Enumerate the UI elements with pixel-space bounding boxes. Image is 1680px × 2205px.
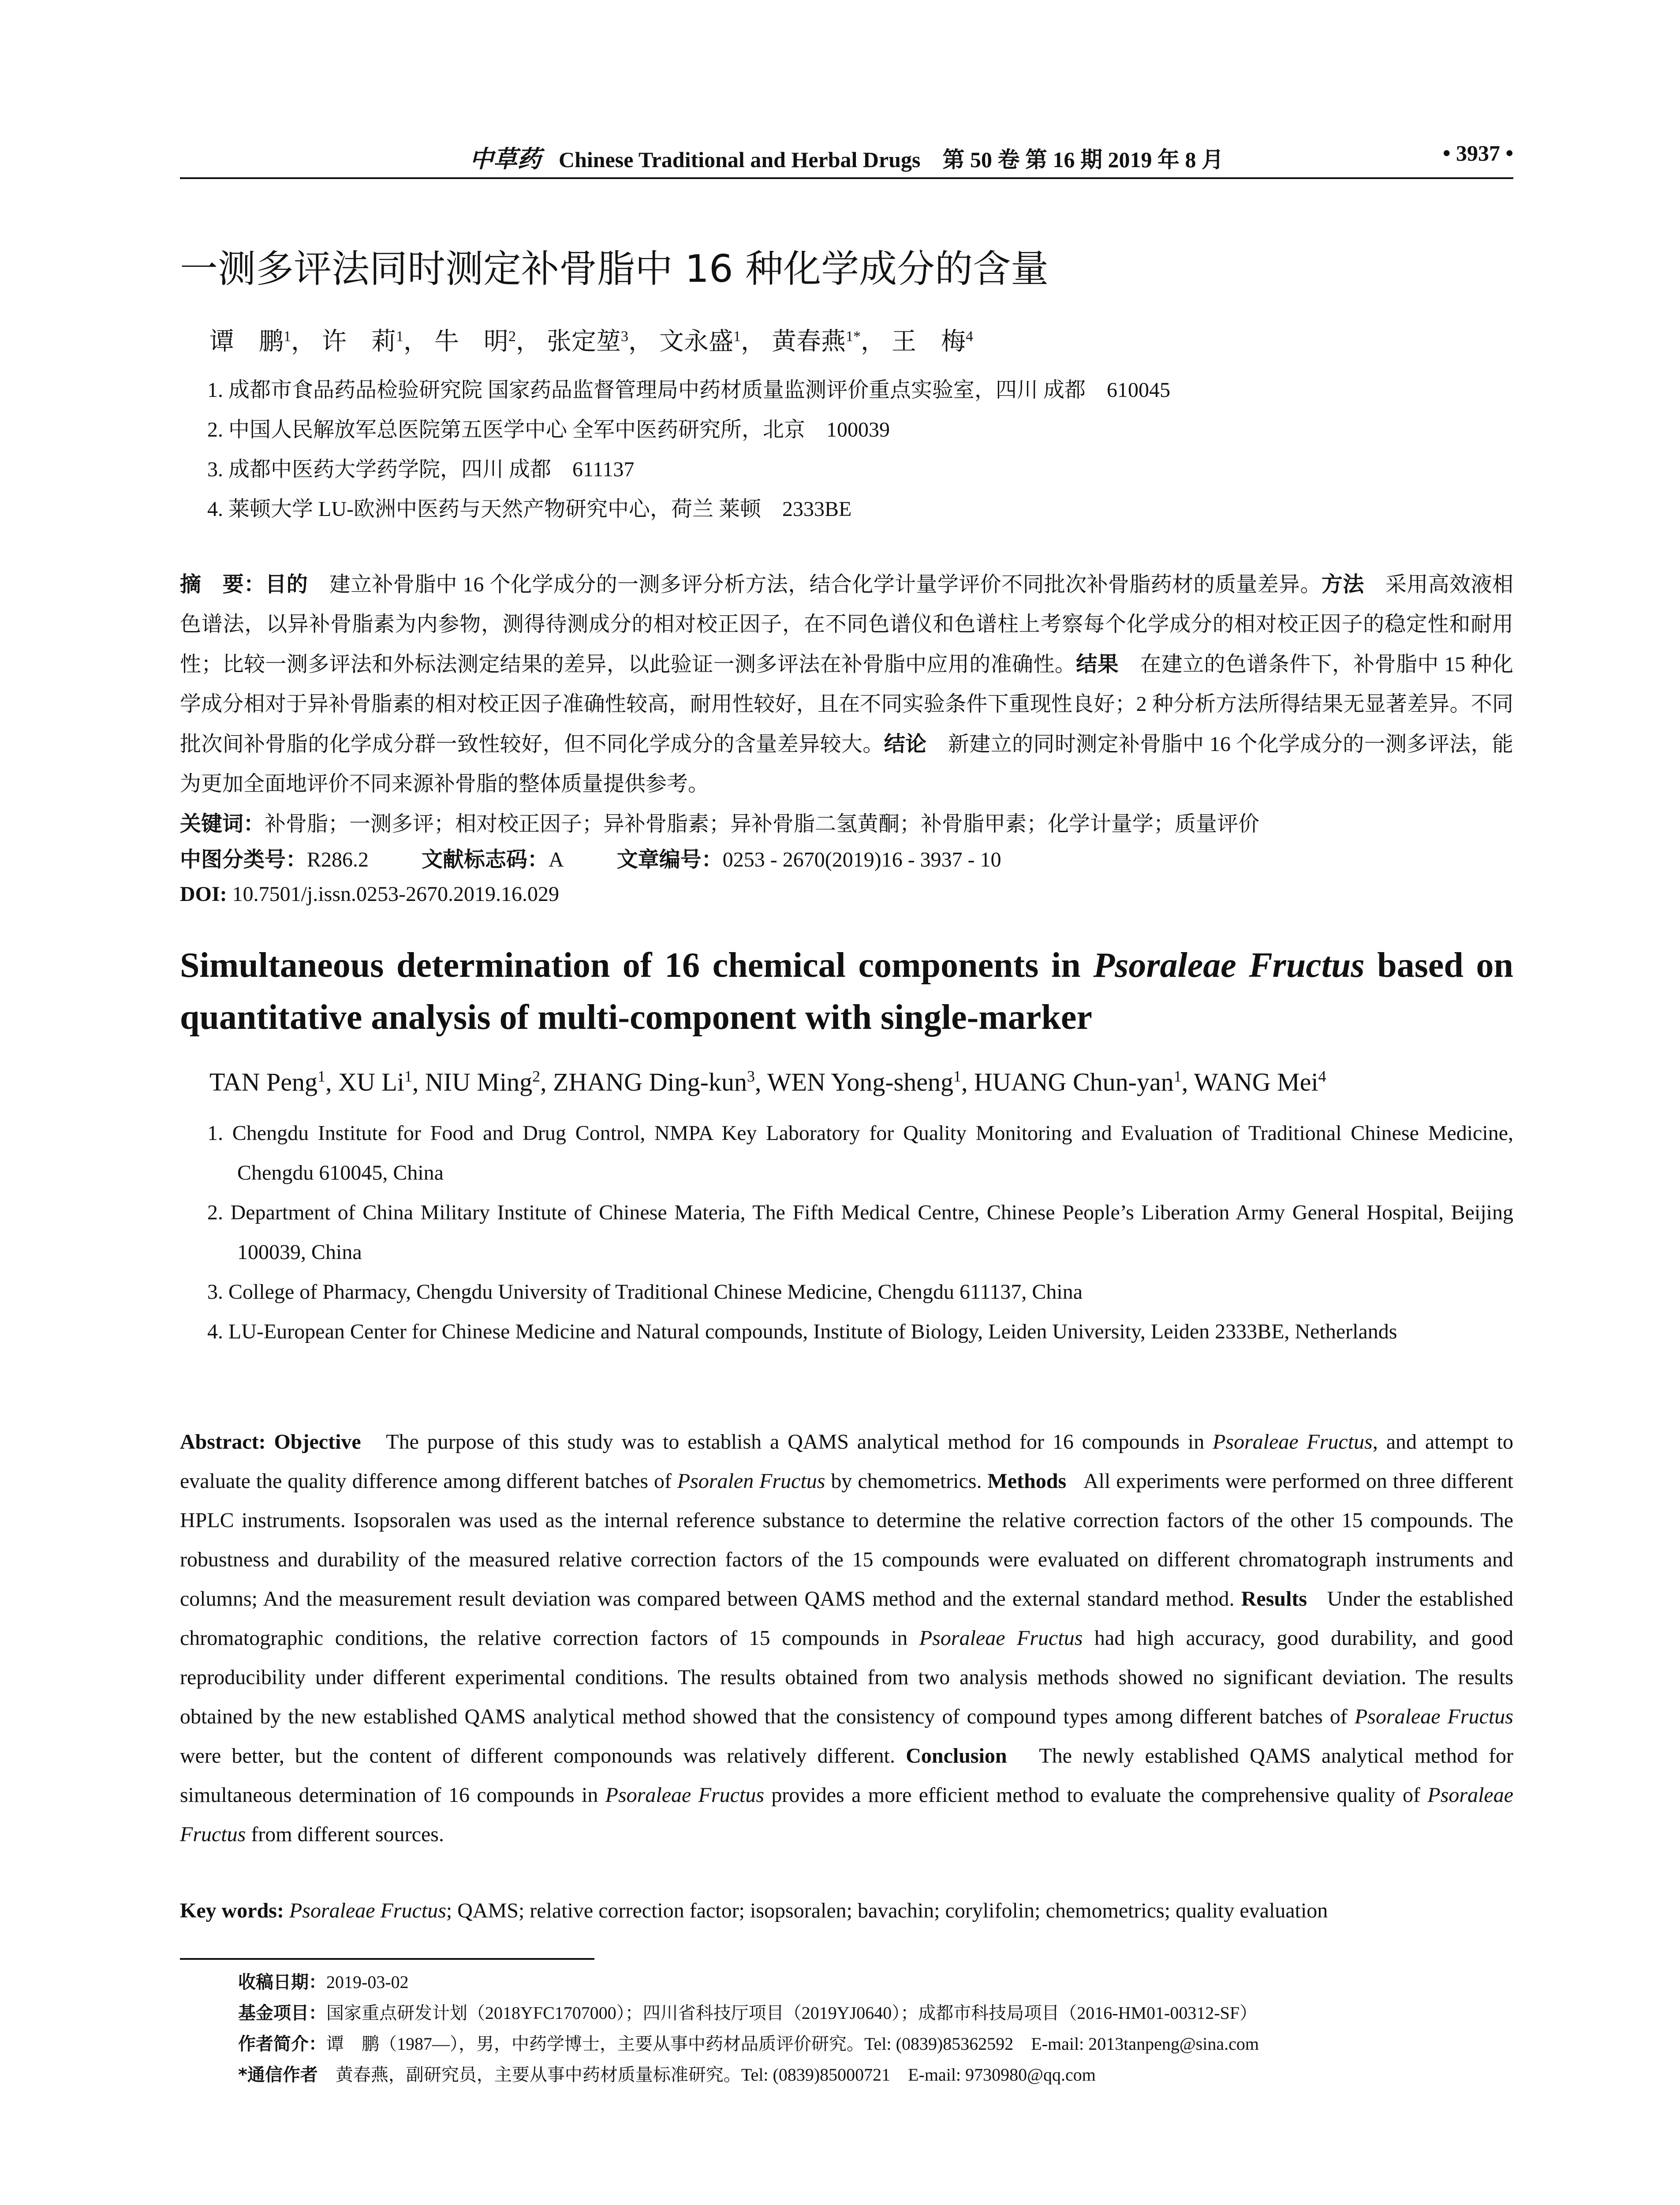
author-cn: 黄春燕$^{1*}$ xyxy=(772,328,861,355)
methods-label-en: Methods xyxy=(987,1469,1067,1493)
author-en: WEN Yong-sheng$^1$ xyxy=(767,1068,962,1097)
doi-label: DOI: xyxy=(180,882,227,906)
authors-cn: 谭 鹏$^1$， 许 莉$^1$， 牛 明$^2$， 张定堃$^3$， 文永盛$^1$， 黄春燕$^{1*}$， 王 梅$^4$ xyxy=(209,328,973,355)
affiliation-cn: 2. 中国人民解放军总医院第五医学中心 全军中医药研究所，北京 100039 xyxy=(207,418,890,441)
title-en: Simultaneous determination of 16 chemical components in Psoraleae Fructus based on quantitative analysis of multi-component with single-marker xyxy=(180,946,1514,1037)
author-en: HUANG Chun-yan$^1$ xyxy=(974,1068,1182,1097)
author-cn: 许 莉$^1$ xyxy=(322,328,403,355)
author-cn: 王 梅$^4$ xyxy=(892,328,973,355)
author-en: ZHANG Ding-kun$^3$ xyxy=(553,1068,755,1097)
author-en: WANG Mei$^4$ xyxy=(1194,1068,1326,1097)
header-rule xyxy=(180,177,1513,179)
footnote-received: 收稿日期：2019-03-02 xyxy=(238,1972,409,1992)
objective-cn: 建立补骨脂中 16 个化学成分的一测多评分析方法，结合化学计量学评价不同批次补骨脂药材的质量差异。 xyxy=(329,573,1322,596)
footnote-author-bio: 作者简介：谭 鹏（1987—），男，中药学博士，主要从事中药材品质评价研究。Tel: (0839)85362592 E-mail: 2013tanpeng@sina.com xyxy=(238,2034,1259,2054)
author-cn: 牛 明$^2$ xyxy=(434,328,516,355)
authors-en: TAN Peng$^1$, XU Li$^1$, NIU Ming$^2$, ZHANG Ding-kun$^3$, WEN Yong-sheng$^1$, HUANG Chun-yan$^1$, WANG Mei$^4$ xyxy=(209,1068,1326,1097)
results-cn: 在建立的色谱条件下，补骨脂中 15 种化学成分相对于异补骨脂素的相对校正因子准确性较高，耐用性较好，且在不同实验条件下重现性良好；2 种分析方法所得结果无显著差异。不同批次间补骨脂的化学成分群一致性较好，但不同化学成分的含量差异较大。 xyxy=(180,653,1513,756)
abstract-en: Abstract: Objective The purpose of this study was to establish a QAMS analytical method for 16 compounds in Psoraleae Fructus, and attempt to evaluate the quality difference among different batches of Psoralen Fructus by chemometrics. Methods All experiments were performed on three different HPLC instruments. Isopsoralen was used as the internal reference substance to determine the relative correction factors of the other 15 compounds. The robustness and durability of the measured relative correction factors of the 15 compounds were evaluated on different chromatograph instruments and columns; And the measurement result deviation was compared between QAMS method and the external standard method. Results Under the established chromatographic conditions, the relative correction factors of 15 compounds in Psoraleae Fructus had high accuracy, good durability, and good reproducibility under different experimental conditions. The results obtained from two analysis methods showed no significant deviation. The results obtained by the new established QAMS analytical method showed that the consistency of compound types among different batches of Psoraleae Fructus were better, but the content of different componounds was relatively different. Conclusion The newly established QAMS analytical method for simultaneous determination of 16 compounds in Psoraleae Fructus provides a more efficient method to evaluate the comprehensive quality of Psoraleae Fructus from different sources. xyxy=(180,1430,1514,1846)
affiliations-en xyxy=(207,1114,1513,1352)
affiliation-cn: 1. 成都市食品药品检验研究院 国家药品监督管理局中药材质量监测评价重点实验室，四川 成都 610045 xyxy=(207,378,1171,402)
author-cn: 谭 鹏$^1$ xyxy=(209,328,291,355)
keywords-en-label: Key words: xyxy=(180,1899,284,1922)
affiliation-en: 2. Department of China Military Institute of Chinese Materia, The Fifth Medical Centre, Chinese People’s Liberation Army General Hospital, Beijing 100039, China xyxy=(207,1201,1513,1264)
results-label-en: Results xyxy=(1241,1587,1307,1611)
affiliation-en: 4. LU-European Center for Chinese Medicine and Natural compounds, Institute of Biology, Leiden University, Leiden 2333BE, Netherlands xyxy=(207,1320,1397,1343)
author-en: XU Li$^1$ xyxy=(338,1068,412,1097)
affiliations-cn xyxy=(207,370,1170,529)
abstract-cn xyxy=(180,564,1513,844)
title-cn: 一测多评法同时测定补骨脂中 16 种化学成分的含量 xyxy=(180,247,1049,291)
author-en: TAN Peng$^1$ xyxy=(209,1068,326,1097)
article-number-value: 0253 - 2670(2019)16 - 3937 - 10 xyxy=(722,848,1001,871)
methods-en: All experiments were performed on three different HPLC instruments. Isopsoralen was used as the internal reference substance to determine the relative correction factors of the other 15 compounds. The robustness and durability of the measured relative correction factors of the 15 compounds were evaluated on different chromatograph instruments and columns; And the measurement result deviation was compared between QAMS method and the external standard method. xyxy=(180,1469,1514,1611)
classification-line xyxy=(180,842,1001,873)
keywords-cn: 补骨脂；一测多评；相对校正因子；异补骨脂素；异补骨脂二氢黄酮；补骨脂甲素；化学计量学；质量评价 xyxy=(265,812,1260,836)
journal-name-en: Chinese Traditional and Herbal Drugs xyxy=(559,147,921,172)
affiliation-en: 3. College of Pharmacy, Chengdu University of Traditional Chinese Medicine, Chengdu 611137, China xyxy=(207,1280,1083,1304)
footnote-corresponding: *通信作者 黄春燕，副研究员，主要从事中药材质量标准研究。Tel: (0839)85000721 E-mail: 9730980@qq.com xyxy=(238,2065,1096,2085)
author-en: NIU Ming$^2$ xyxy=(425,1068,541,1097)
affiliation-cn: 4. 莱顿大学 LU-欧洲中医药与天然产物研究中心，荷兰 莱顿 2333BE xyxy=(207,497,852,521)
issue-info: 第 50 卷 第 16 期 2019 年 8 月 xyxy=(942,147,1224,172)
doi-value: 10.7501/j.issn.0253-2670.2019.16.029 xyxy=(232,882,560,906)
abstract-cn-label: 摘 要： xyxy=(180,572,265,597)
keywords-en: Key words: Psoraleae Fructus; QAMS; relative correction factor; isopsoralen; bavachin; corylifolin; chemometrics; quality evaluation xyxy=(180,1899,1328,1922)
conclusion-cn: 新建立的同时测定补骨脂中 16 个化学成分的一测多评法，能为更加全面地评价不同来源补骨脂的整体质量提供参考。 xyxy=(180,733,1513,796)
clc-value: R286.2 xyxy=(307,848,369,871)
author-cn: 张定堃$^3$ xyxy=(547,328,628,355)
article-number-label: 文章编号： xyxy=(616,847,723,872)
doc-code-value: A xyxy=(549,848,564,871)
methods-cn: 采用高效液相色谱法，以异补骨脂素为内参物，测得待测成分的相对校正因子，在不同色谱仪和色谱柱上考察每个化学成分的相对校正因子的稳定性和耐用性；比较一测多评法和外标法测定结果的差异，以此验证一测多评法在补骨脂中应用的准确性。 xyxy=(180,573,1513,676)
footnotes xyxy=(238,1967,1259,2090)
clc-label: 中图分类号： xyxy=(180,847,307,872)
footnote-rule xyxy=(180,1958,594,1960)
objective-label-cn: 目的 xyxy=(265,572,308,597)
footnote-funding: 基金项目：国家重点研发计划（2018YFC1707000）；四川省科技厅项目（2019YJ0640）；成都市科技局项目（2016-HM01-00312-SF） xyxy=(238,2003,1258,2023)
doi-line xyxy=(180,882,559,906)
affiliation-en: 1. Chengdu Institute for Food and Drug Control, NMPA Key Laboratory for Quality Monitoring and Evaluation of Traditional Chinese Medicine, Chengdu 610045, China xyxy=(207,1121,1513,1185)
affiliation-cn: 3. 成都中医药大学药学院，四川 成都 611137 xyxy=(207,458,635,481)
running-header xyxy=(180,140,1513,180)
conclusion-label-cn: 结论 xyxy=(884,732,927,756)
results-label-cn: 结果 xyxy=(1076,652,1119,676)
author-cn: 文永盛$^1$ xyxy=(659,328,741,355)
methods-label-cn: 方法 xyxy=(1321,572,1364,597)
journal-line xyxy=(180,140,1513,174)
keywords-cn-label: 关键词： xyxy=(180,811,265,836)
journal-name-cn: 中草药 xyxy=(470,146,541,172)
page-number: • 3937 • xyxy=(1442,141,1513,165)
abstract-en-label: Abstract: Objective xyxy=(180,1430,361,1454)
conclusion-label-en: Conclusion xyxy=(906,1744,1007,1768)
doc-code-label: 文献标志码： xyxy=(422,847,549,872)
